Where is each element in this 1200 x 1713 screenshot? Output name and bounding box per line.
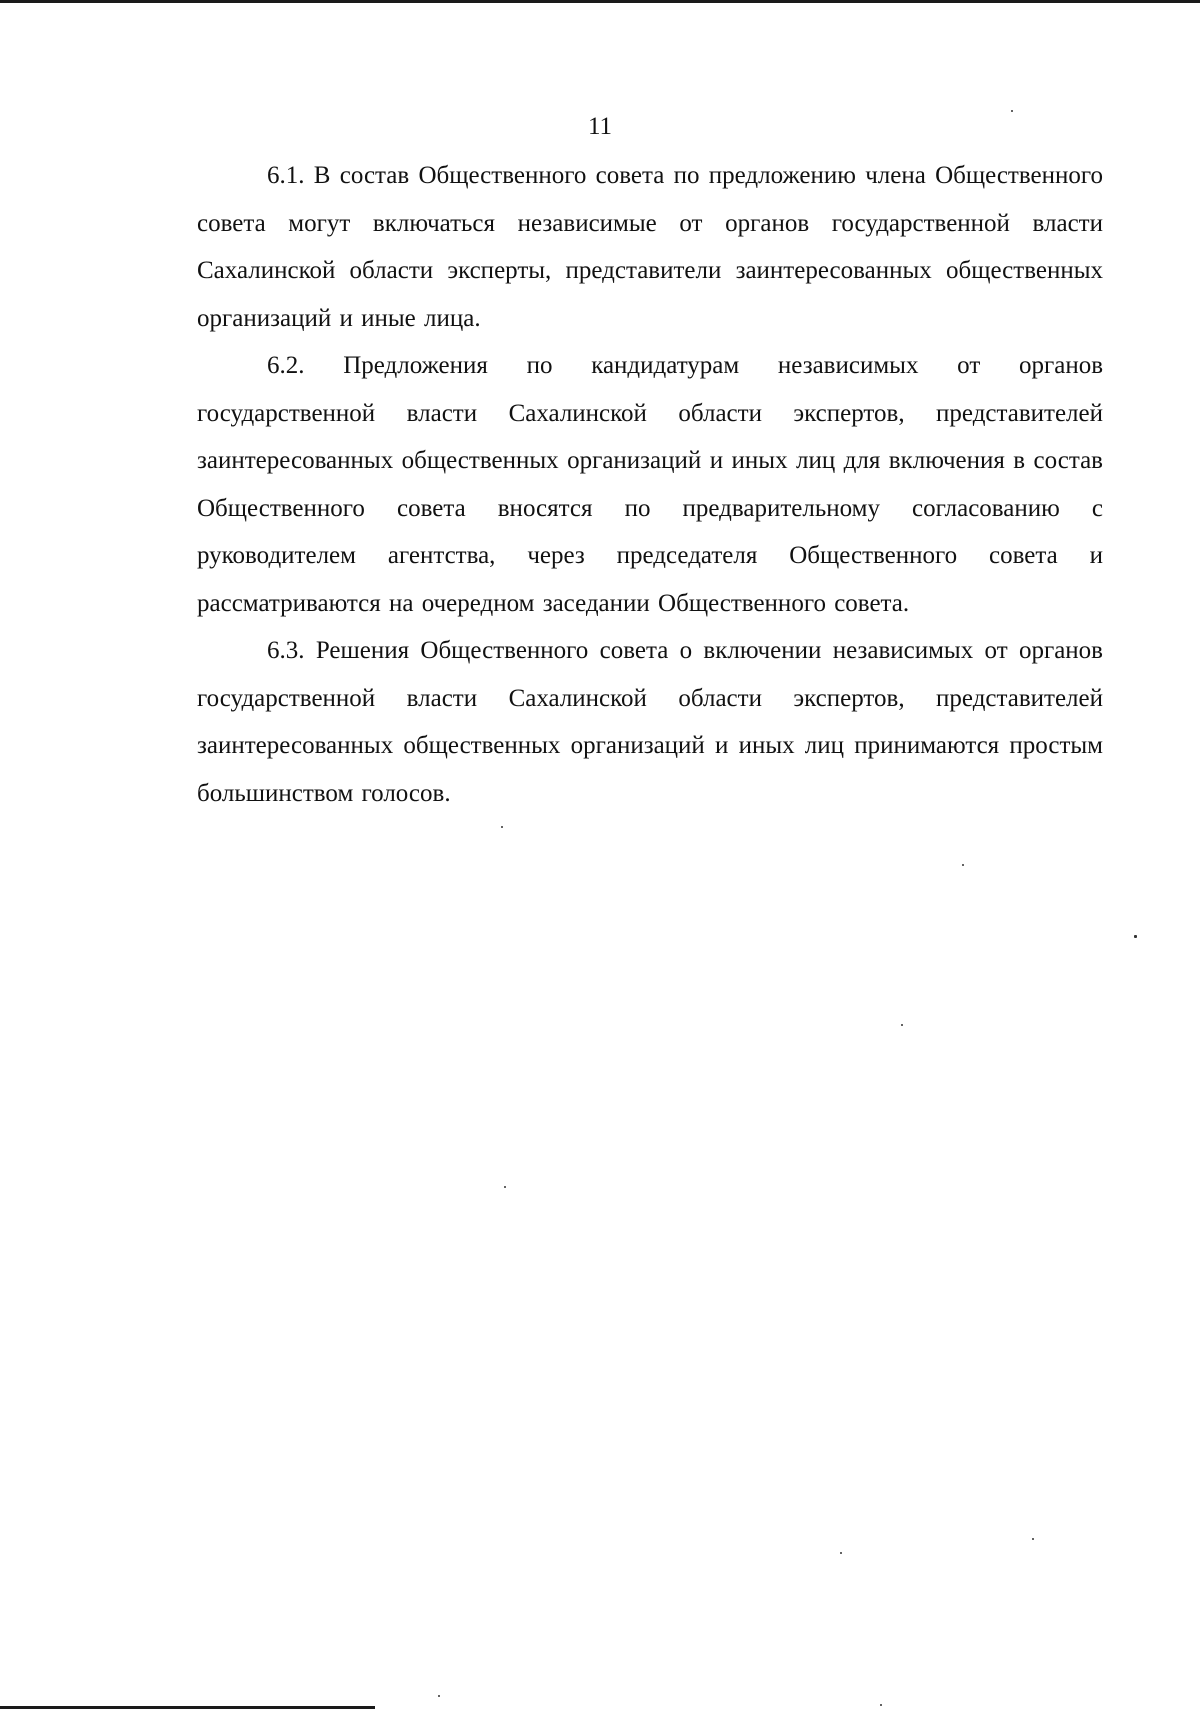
scan-speck bbox=[880, 1704, 882, 1706]
scan-speck bbox=[840, 1552, 842, 1554]
scan-speck bbox=[1134, 935, 1137, 938]
scan-speck bbox=[504, 1186, 506, 1188]
scan-speck bbox=[901, 1024, 903, 1026]
scan-speck bbox=[438, 1695, 440, 1697]
page-number: 11 bbox=[587, 113, 613, 140]
scan-speck bbox=[962, 864, 964, 866]
document-body bbox=[197, 152, 1103, 817]
scan-edge-bottom bbox=[0, 1706, 375, 1709]
paragraph-6-3: 6.3. Решения Общественного совета о включении независимых от органов государственной власти Сахалинской области экспертов, представителей заинтересованных общественных организаций и иных лиц принимаются простым большинством голосов. bbox=[197, 637, 1103, 807]
paragraph-6-2: 6.2. Предложения по кандидатурам независимых от органов государственной власти Сахалинской области экспертов, представителей заинтересованных общественных организаций и иных лиц для включения в состав Общественного совета вносятся по предварительному согласованию с руководителем агентства, через председателя Общественного совета и рассматриваются на очередном заседании Общественного совета. bbox=[197, 352, 1103, 617]
scan-speck bbox=[1011, 110, 1013, 112]
paragraph-6-1: 6.1. В состав Общественного совета по предложению члена Общественного совета могут включаться независимые от органов государственной власти Сахалинской области эксперты, представители заинтересованных общественных организаций и иные лица. bbox=[197, 162, 1103, 332]
scan-speck bbox=[1032, 1538, 1034, 1540]
scan-speck bbox=[501, 826, 503, 828]
scan-edge-top bbox=[0, 0, 1200, 3]
